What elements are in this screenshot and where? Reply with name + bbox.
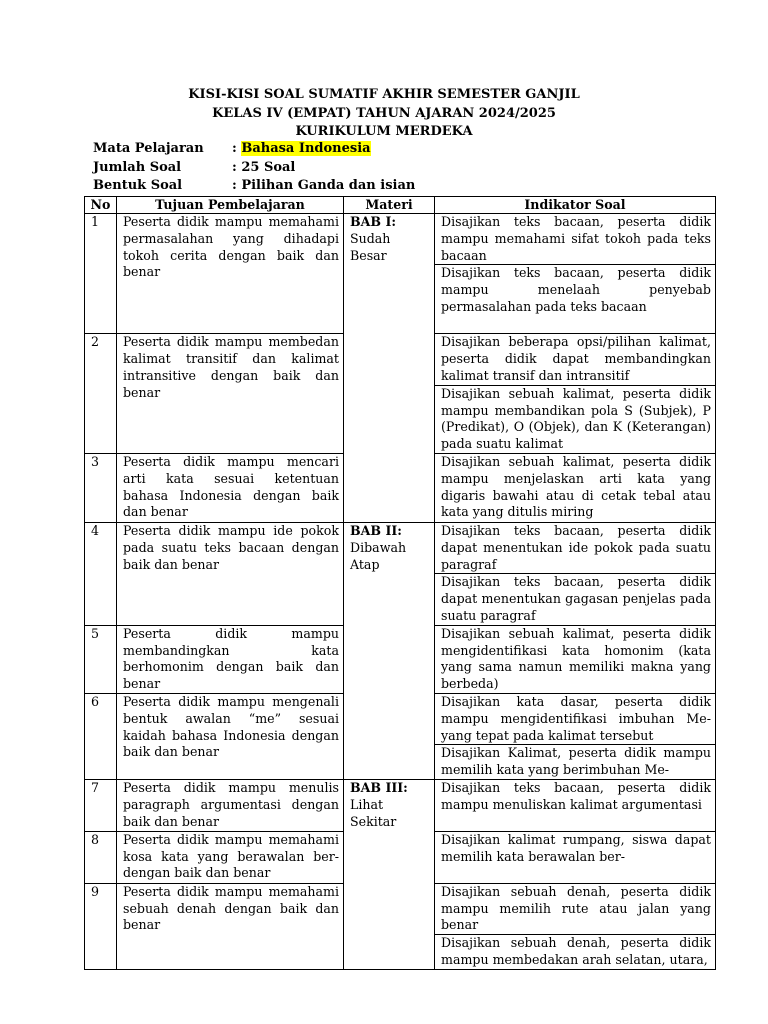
bab-label: BAB I: (350, 214, 396, 229)
count-label: Jumlah Soal (93, 159, 182, 175)
subject-highlight: Bahasa Indonesia (241, 141, 371, 156)
row-tujuan: Peserta didik mampu menulis paragraph argumentasi dengan baik dan benar (117, 780, 344, 831)
header-line-3: KURIKULUM MERDEKA (295, 124, 473, 139)
table-row (85, 780, 716, 831)
bab-label: BAB II: (350, 522, 402, 538)
document-meta (93, 140, 415, 196)
row-indikator: Disajikan teks bacaan, peserta didik mampu menuliskan kalimat argumentasi (435, 780, 716, 831)
row-no: 1 (85, 214, 117, 334)
materi-bab-2 (344, 522, 435, 779)
header-indikator: Indikator Soal (435, 197, 716, 214)
row-no: 3 (85, 453, 117, 522)
row-no: 2 (85, 334, 117, 454)
row-no: 9 (85, 883, 117, 969)
row-no: 8 (85, 831, 117, 883)
bab-title: Lihat Sekitar (350, 797, 397, 829)
row-indikator: Disajikan sebuah kalimat, peserta didik mampu menjelaskan arti kata yang digaris bawahi atau di cetak tebal atau kata yang ditulis miring (435, 453, 716, 522)
row-tujuan: Peserta didik mampu membedan kalimat transitif dan kalimat intransitive dengan baik dan benar (117, 334, 344, 454)
row-no: 5 (85, 625, 117, 693)
row-tujuan: Peserta didik mampu mencari arti kata sesuai ketentuan bahasa Indonesia dengan baik dan benar (117, 453, 344, 522)
document-header (0, 86, 768, 142)
row-indikator: Disajikan Kalimat, peserta didik mampu memilih kata yang berimbuhan Me- (435, 745, 716, 780)
row-indikator: Disajikan kata dasar, peserta didik mampu mengidentifikasi imbuhan Me- yang tepat pada kalimat tersebut (435, 693, 716, 744)
row-indikator: Disajikan beberapa opsi/pilihan kalimat, peserta didik dapat membandingkan kalimat transif dan intransitif (435, 334, 716, 385)
row-tujuan: Peserta didik mampu memahami kosa kata yang berawalan ber- dengan baik dan benar (117, 831, 344, 883)
subject-colon: : (232, 141, 242, 156)
row-indikator: Disajikan sebuah kalimat, peserta didik mengidentifikasi kata homonim (kata yang sama namun memiliki makna yang berbeda) (435, 625, 716, 693)
table-row (85, 214, 716, 265)
header-line-1: KISI-KISI SOAL SUMATIF AKHIR SEMESTER GANJIL (188, 87, 580, 102)
subject-label: Mata Pelajaran (93, 141, 204, 156)
meta-row-subject (93, 140, 415, 159)
row-indikator: Disajikan sebuah kalimat, peserta didik mampu membandikan pola S (Subjek), P (Predikat), O (Objek), dan K (Keterangan) pada suatu kalimat (435, 385, 716, 453)
header-tujuan: Tujuan Pembelajaran (117, 197, 344, 214)
meta-row-form (93, 177, 415, 196)
bab-title: Dibawah Atap (350, 539, 407, 572)
row-indikator: Disajikan sebuah denah, peserta didik mampu memilih rute atau jalan yang benar (435, 883, 716, 934)
row-no: 7 (85, 780, 117, 831)
row-tujuan: Peserta didik mampu membandingkan kata berhomonim dengan baik dan benar (117, 625, 344, 693)
form-value: : Pilihan Ganda dan isian (232, 178, 416, 193)
form-label: Bentuk Soal (93, 178, 183, 193)
row-tujuan: Peserta didik mampu mengenali bentuk awalan “me” sesuai kaidah bahasa Indonesia dengan baik dan benar (117, 693, 344, 779)
row-indikator: Disajikan kalimat rumpang, siswa dapat memilih kata berawalan ber- (435, 831, 716, 883)
header-no: No (85, 197, 117, 214)
row-tujuan: Peserta didik mampu memahami sebuah denah dengan baik dan benar (117, 883, 344, 969)
table-row (85, 522, 716, 573)
row-indikator: Disajikan sebuah denah, peserta didik mampu membedakan arah selatan, utara, (435, 935, 716, 970)
row-no: 4 (85, 522, 117, 625)
materi-bab-1 (344, 214, 435, 523)
bab-title: Sudah Besar (350, 230, 391, 263)
meta-row-count (93, 159, 415, 178)
table-header-row (85, 197, 716, 214)
row-indikator: Disajikan teks bacaan, peserta didik dapat menentukan ide pokok pada suatu paragraf (435, 522, 716, 573)
materi-bab-3 (344, 780, 435, 969)
row-indikator: Disajikan teks bacaan, peserta didik mampu menelaah penyebab permasalahan pada teks bacaan (435, 265, 716, 334)
header-line-2: KELAS IV (EMPAT) TAHUN AJARAN 2024/2025 (212, 105, 556, 121)
row-tujuan: Peserta didik mampu ide pokok pada suatu teks bacaan dengan baik dan benar (117, 522, 344, 625)
kisi-table (84, 196, 716, 970)
count-value: : 25 Soal (232, 159, 296, 175)
row-indikator: Disajikan teks bacaan, peserta didik mampu memahami sifat tokoh pada teks bacaan (435, 214, 716, 265)
row-no: 6 (85, 693, 117, 779)
row-tujuan: Peserta didik mampu memahami permasalahan yang dihadapi tokoh cerita dengan baik dan benar (117, 214, 344, 334)
row-indikator: Disajikan teks bacaan, peserta didik dapat menentukan gagasan penjelas pada suatu paragraf (435, 574, 716, 625)
subject-value (232, 140, 371, 159)
bab-label: BAB III: (350, 780, 408, 796)
header-materi: Materi (344, 197, 435, 214)
